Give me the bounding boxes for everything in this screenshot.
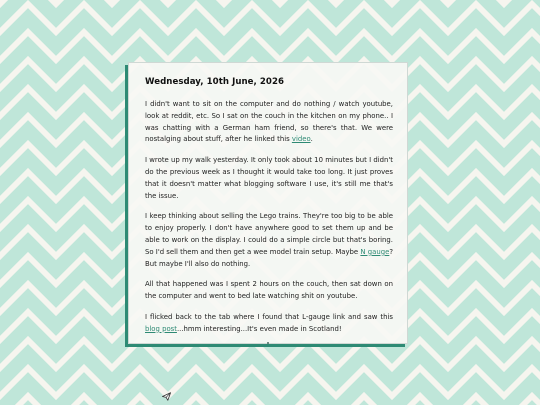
paragraph-text: . [310,135,313,144]
post-date: Wednesday, 10th June, 2026 [145,77,285,87]
blog-post-card [128,62,408,344]
card-footer-dot [267,342,269,344]
video-link[interactable]: video [291,135,311,144]
paragraph-text: I flicked back to the tab where I found that L-gauge link and saw this [145,312,393,321]
paragraph-walk-writeup: I wrote up my walk yesterday. It only took about 10 minutes but I didn't do the previous week as I thought it would take too long. It just proves that it doesn't matter what blogging software I use, it's still me that's the issue. [145,156,393,200]
paragraph-text: I keep thinking about selling the Lego trains. They're too big to be able to enjoy properly. I don't have anywhere good to set them up and be able to work on the display. I could do a simple circle but that's boring. So I'd sell them and then get a wee model train setup. Maybe [145,212,393,256]
paper-plane-icon[interactable] [162,392,171,401]
n-gauge-link[interactable]: N gauge [360,247,390,256]
paragraph-couch-summary: All that happened was I spent 2 hours on the couch, then sat down on the computer and went to bed late watching shit on youtube. [145,280,393,301]
post-body [145,99,393,336]
paragraph-text: ...hmm interesting...It's even made in Scotland! [176,324,342,333]
paragraph-blog-post [145,312,393,336]
paragraph-phone-chat [145,99,393,146]
paragraph-text: ? But maybe I'll also do nothing. [145,247,394,268]
paragraph-lego-trains [145,211,393,270]
blog-post-link[interactable]: blog post [145,324,177,333]
paragraph-text: I didn't want to sit on the computer and do nothing / watch youtube, look at reddit, etc. So I sat on the couch in the kitchen on my phone.. I was chatting with a German ham friend, so there's that. We were nostalging about stuff, after he linked this [145,100,393,144]
